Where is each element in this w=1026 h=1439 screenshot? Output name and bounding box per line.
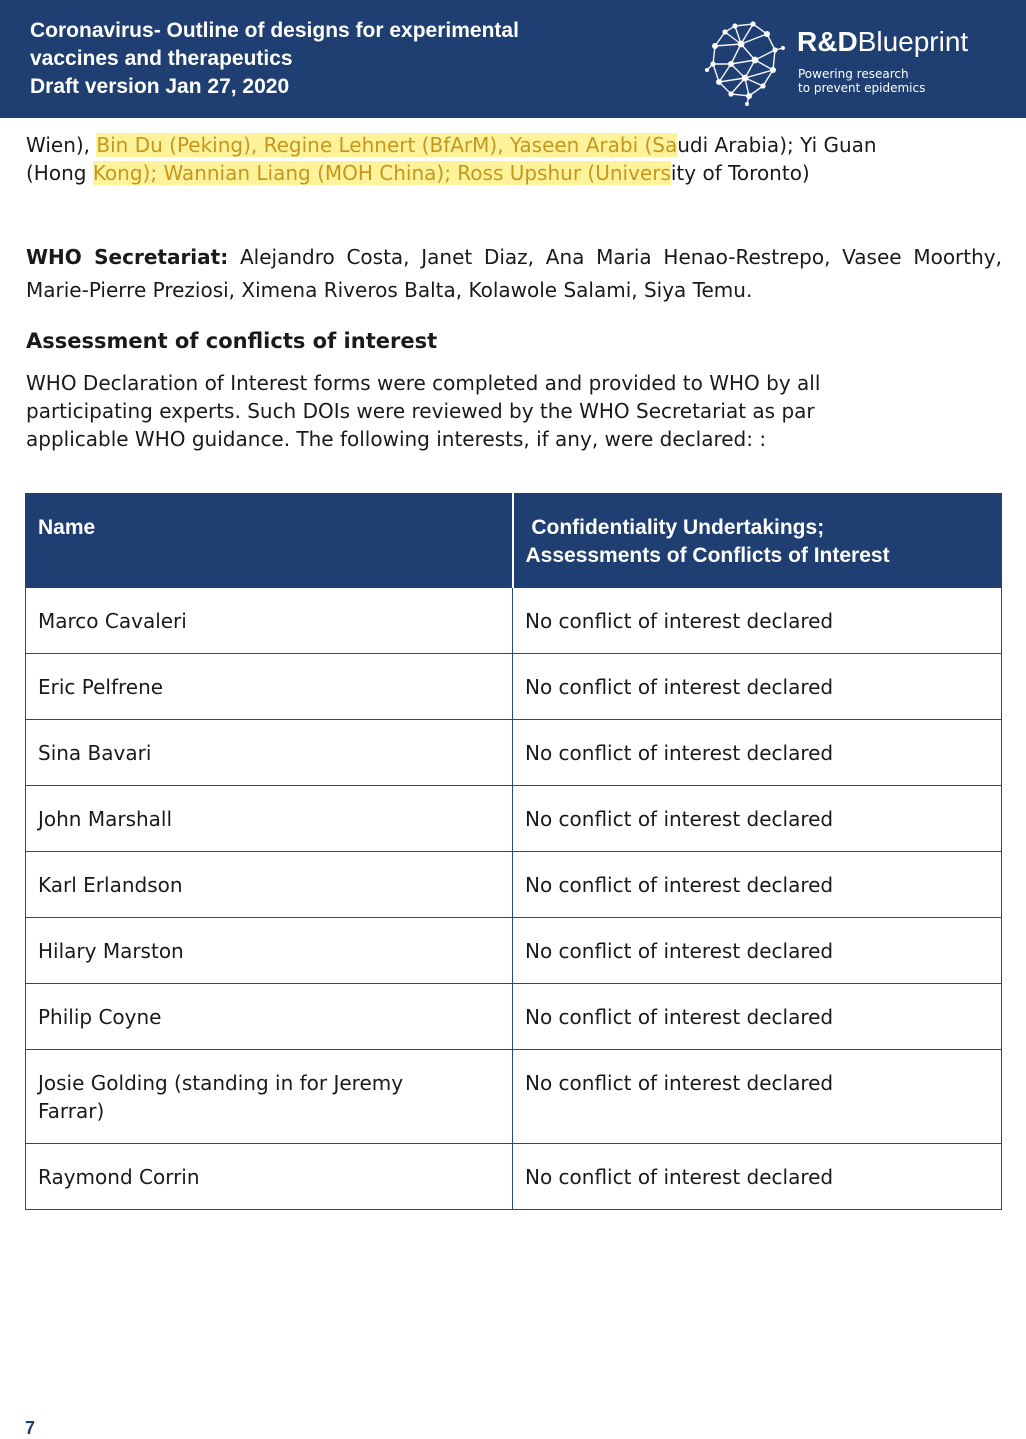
- paragraph-line: WHO Declaration of Interest forms were completed and provided to WHO by all: [26, 371, 821, 395]
- text-span: Wien),: [26, 133, 97, 157]
- secretariat-label: WHO Secretariat:: [26, 245, 229, 269]
- column-header-coi: [513, 494, 1002, 588]
- name-text: Raymond Corrin: [38, 1165, 200, 1189]
- header-label: Name: [38, 516, 96, 539]
- name-cell: [26, 786, 513, 852]
- participants-line: [26, 131, 1002, 159]
- status-cell: No conflict of interest declared: [513, 1144, 1002, 1210]
- table-row: [26, 720, 1002, 786]
- table-row: [26, 918, 1002, 984]
- conflicts-table: [25, 493, 1002, 1210]
- participants-paragraph: [26, 131, 1002, 187]
- header-label: Assessments of Conflicts of Interest: [525, 544, 890, 567]
- title-line: vaccines and therapeutics: [30, 47, 293, 70]
- page-number: 7: [25, 1418, 36, 1438]
- table-row: [26, 852, 1002, 918]
- name-text: Josie Golding (standing in for Jeremy: [38, 1071, 404, 1095]
- name-text: Sina Bavari: [38, 741, 152, 765]
- table-row: [26, 786, 1002, 852]
- name-cell: [26, 654, 513, 720]
- document-title: [30, 17, 630, 101]
- coi-intro-paragraph: [26, 369, 1002, 453]
- status-cell: No conflict of interest declared: [513, 852, 1002, 918]
- table-row: [26, 1050, 1002, 1144]
- brand-name: [797, 26, 968, 58]
- paragraph-line: participating experts. Such DOIs were reviewed by the WHO Secretariat as par: [26, 399, 815, 423]
- header-label: Confidentiality Undertakings;: [525, 516, 825, 539]
- paragraph-line: applicable WHO guidance. The following interests, if any, were declared: :: [26, 427, 767, 451]
- highlighted-text: Kong); Wannian Liang (MOH China); Ross Upshur (Univers: [92, 161, 671, 185]
- table-row: [26, 588, 1002, 654]
- name-cell: [26, 720, 513, 786]
- secretariat-paragraph: [26, 241, 1002, 307]
- status-cell: No conflict of interest declared: [513, 918, 1002, 984]
- name-cell: [26, 1050, 513, 1144]
- name-text: Philip Coyne: [38, 1005, 162, 1029]
- highlighted-text: Bin Du (Peking), Regine Lehnert (BfArM), Yaseen Arabi (Sa: [96, 133, 678, 157]
- name-cell: [26, 984, 513, 1050]
- table-row: [26, 654, 1002, 720]
- participants-line: [26, 159, 1002, 187]
- page-header: [0, 0, 1026, 118]
- text-span: udi Arabia); Yi Guan: [677, 133, 877, 157]
- status-cell: No conflict of interest declared: [513, 720, 1002, 786]
- tagline-line: Powering research: [798, 67, 909, 81]
- status-cell: No conflict of interest declared: [513, 1050, 1002, 1144]
- status-cell: No conflict of interest declared: [513, 786, 1002, 852]
- brand-blueprint: Blueprint: [857, 26, 969, 57]
- title-line: Coronavirus- Outline of designs for experimental: [30, 19, 519, 42]
- status-cell: No conflict of interest declared: [513, 984, 1002, 1050]
- status-cell: No conflict of interest declared: [513, 654, 1002, 720]
- tagline-line: to prevent epidemics: [798, 81, 926, 95]
- secretariat-names: Alejandro Costa, Janet Diaz, Ana Maria Henao-Restrepo, Vasee Moorthy, Marie-Pierre Preziosi, Ximena Riveros Balta, Kolawole Salami, Siya Temu.: [26, 245, 1002, 302]
- name-text: Farrar): [38, 1099, 105, 1123]
- name-cell: [26, 1144, 513, 1210]
- brand-tagline: [798, 67, 925, 95]
- table-row: [26, 1144, 1002, 1210]
- network-globe-icon: [705, 20, 785, 106]
- status-cell: No conflict of interest declared: [513, 588, 1002, 654]
- rd-blueprint-logo: [705, 18, 1015, 108]
- section-heading: Assessment of conflicts of interest: [26, 329, 438, 353]
- name-text: Marco Cavaleri: [38, 609, 187, 633]
- name-text: Hilary Marston: [38, 939, 184, 963]
- table-header-row: [26, 494, 1002, 588]
- text-span: ity of Toronto): [670, 161, 810, 185]
- name-cell: [26, 588, 513, 654]
- name-cell: [26, 852, 513, 918]
- table-row: [26, 984, 1002, 1050]
- name-text: John Marshall: [38, 807, 173, 831]
- title-line: Draft version Jan 27, 2020: [30, 75, 290, 98]
- name-cell: [26, 918, 513, 984]
- text-span: (Hong: [26, 161, 93, 185]
- name-text: Eric Pelfrene: [38, 675, 164, 699]
- name-text: Karl Erlandson: [38, 873, 183, 897]
- column-header-name: [26, 494, 513, 588]
- brand-rd: R&D: [797, 26, 858, 57]
